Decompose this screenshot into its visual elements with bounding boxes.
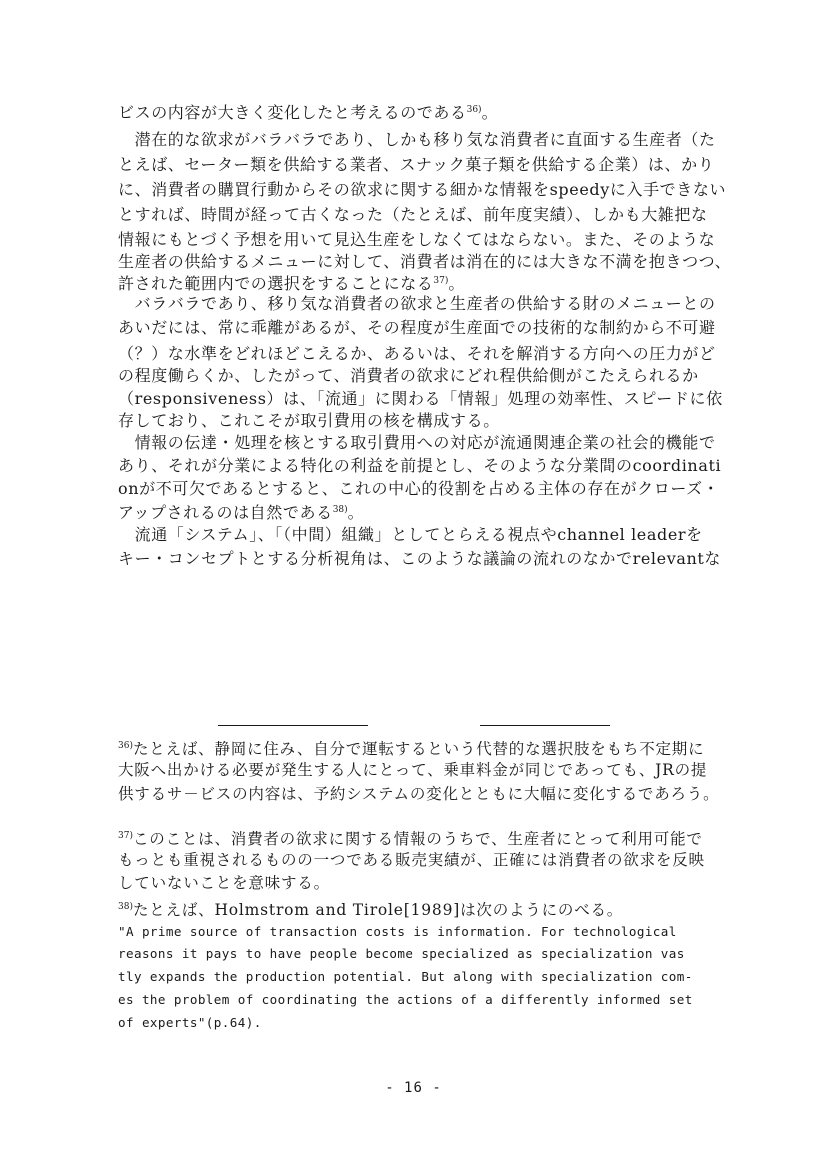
footnote-rule-left bbox=[218, 725, 368, 726]
body-line: あいだには、常に乖離があるが、その程度が生産面での技術的な制約から不可避 bbox=[118, 318, 716, 337]
footnote-37-line: していないことを意味する。 bbox=[118, 874, 330, 892]
footnote-marker-37: 37) bbox=[118, 831, 133, 841]
page-number: - 16 - bbox=[385, 1080, 442, 1096]
footnote-38-quote-line: reasons it pays to have people become specialized as specialization vas bbox=[118, 946, 685, 961]
footnote-rule-right bbox=[480, 725, 610, 726]
body-line: （？）な水準をどれほどこえるか、あるいは、それを解消する方向への圧力がど bbox=[118, 344, 716, 363]
footnote-38-quote-line: "A prime source of transaction costs is information. For technological bbox=[118, 924, 677, 939]
body-line: 情報の伝達・処理を核とする取引費用への対応が流通関連企業の社会的機能で bbox=[118, 433, 716, 452]
footnote-37-line: もっとも重視されるものの一つである販売実績が、正確には消費者の欲求を反映 bbox=[118, 851, 705, 869]
footnote-ref-38: 38) bbox=[332, 505, 348, 515]
body-line: アップされるのは自然である$^{38)}$。 bbox=[118, 503, 365, 522]
body-line: 潜在的な欲求がバラバラであり、しかも移り気な消費者に直面する生産者（た bbox=[118, 130, 716, 149]
body-line: あり、それが分業による特化の利益を前提とし、そのような分業間のcoordinati bbox=[118, 456, 722, 475]
body-line: とすれば、時間が経って古くなった（たとえば、前年度実績）、しかも大雑把な bbox=[118, 205, 708, 224]
footnote-marker-38: 38) bbox=[118, 902, 133, 912]
body-line: 流通「システム」、「（中間）組織」としてとらえる視点やchannel leaderを bbox=[118, 525, 703, 544]
body-line: onが不可欠であるとすると、これの中心的役割を占める主体の存在がクローズ・ bbox=[118, 479, 720, 498]
body-line: に、消費者の購買行動からその欲求に関する細かな情報をspeedyに入手できない bbox=[118, 180, 727, 199]
body-line: バラバラであり、移り気な消費者の欲求と生産者の供給する財のメニューとの bbox=[118, 294, 716, 313]
body-line: （responsiveness）は、「流通」に関わる「情報」処理の効率性、スピードに依 bbox=[118, 389, 723, 408]
footnote-ref-36: 36) bbox=[466, 105, 482, 115]
body-line: とえば、セーター類を供給する業者、スナック菓子類を供給する企業）は、かり bbox=[118, 155, 715, 174]
footnote-37-line: $^{37)}$このことは、消費者の欲求に関する情報のうちで、生産者にとって利用可能で bbox=[118, 830, 703, 848]
footnote-36-line: $^{36)}$たとえば、静岡に住み、自分で運転するという代替的な選択肢をもち不定期に bbox=[118, 740, 705, 758]
body-line: 存しており、これこそが取引費用の核を構成する。 bbox=[118, 411, 500, 430]
body-line: ビスの内容が大きく変化したと考えるのである$^{36)}$。 bbox=[118, 103, 499, 122]
footnote-38-line: $^{38)}$たとえば、Holmstrom and Tirole[1989]は次のようにのべる。 bbox=[118, 901, 624, 919]
body-line: 生産者の供給するメニューに対して、消費者は消在的には大きな不満を抱きつつ、 bbox=[118, 252, 732, 271]
footnote-marker-36: 36) bbox=[118, 741, 133, 751]
footnote-36-line: 大阪へ出かける必要が発生する人にとって、乗車料金が同じであっても、JRの提 bbox=[118, 761, 708, 779]
body-line: の程度働らくか、したがって、消費者の欲求にどれ程供給側がこたえられるか bbox=[118, 366, 699, 385]
footnote-ref-37: 37) bbox=[433, 276, 449, 286]
footnote-38-quote-line: tly expands the production potential. But along with specialization com- bbox=[118, 969, 693, 984]
body-line: 許された範囲内での選択をすることになる$^{37)}$。 bbox=[118, 274, 465, 293]
body-line: キー・コンセプトとする分析視角は、このような議論の流れのなかでrelevantな bbox=[118, 549, 722, 568]
footnote-38-quote-line: of experts"(p.64). bbox=[118, 1015, 262, 1030]
footnote-38-quote-line: es the problem of coordinating the actions of a differently informed set bbox=[118, 992, 693, 1007]
body-line: 情報にもとづく予想を用いて見込生産をしなくてはならない。また、そのような bbox=[118, 230, 716, 249]
footnote-36-line: 供するサ－ビスの内容は、予約システムの変化とともに大幅に変化するであろう。 bbox=[118, 785, 720, 803]
